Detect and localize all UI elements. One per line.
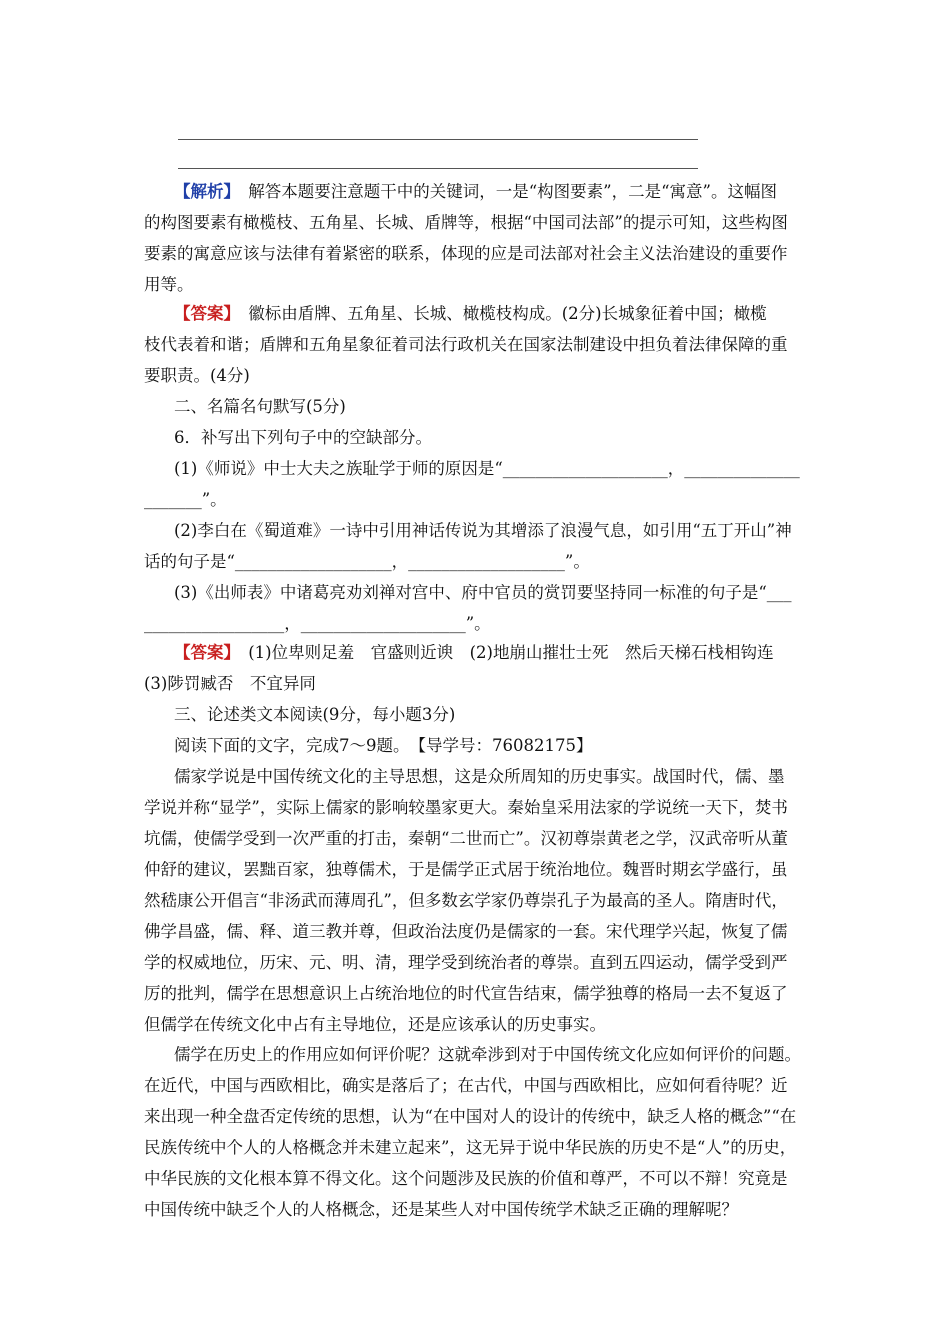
section-heading: 三、论述类文本阅读(9分，每小题3分): [174, 705, 456, 724]
passage-paragraph-1: 儒家学说是中国传统文化的主导思想，这是众所周知的历史事实。战国时代，儒、墨 学说并称“显学”，实际上儒家的影响较墨家更大。秦始皇采用法家的学说统一天下，焚书 坑儒，使儒学受到一次严重的打击，秦朝“二世而亡”。汉初尊崇黄老之学，汉武帝听从董 仲舒的建议，罢黜百家，独尊儒术，于是儒学正式居于统治地位。魏晋时期玄学盛行，虽 然嵇康公开倡言“非汤武而薄周孔”，但多数玄学家仍尊崇孔子为最高的圣人。隋唐时代， 佛学昌盛，儒、释、道三教并尊，但政治法度仍是儒家的一套。宋代理学兴起，恢复了儒 学的权威地位，历宋、元、明、清，理学受到统治者的尊崇。直到五四运动，儒学受到严 厉的批判，儒学在思想意识上占统治地位的时代宣告结束，儒学独尊的格局一去不复返了 但儒学在传统文化中占有主导地位，还是应该承认的历史事实。: [144, 767, 788, 1034]
answer-line-1: [178, 139, 698, 140]
analysis-block: 【解析】 解答本题要注意题干中的关键词，一是“构图要素”，二是“寓意”。这幅图 的构图要素有橄榄枝、五角星、长城、盾牌等，根据“中国司法部”的提示可知，这些构图 要素的寓意应该与法律有着紧密的联系，体现的应是司法部对社会主义法治建设的重要作 用等。: [144, 182, 788, 294]
section-two: 二、名篇名句默写(5分) 6．补写出下列句子中的空缺部分。 (1)《师说》中士大夫之族耻学于师的原因是“____________________，______________ _______”。 (2)李白在《蜀道难》一诗中引用神话传说为其增添了浪漫气息，如引用“五丁开山”神 话的句子是“___________________，___________________”。 (3)《出师表》中诸葛亮劝刘禅对宫中、府中官员的赏罚要坚持同一标准的句子是“___ _________________，____________________”。: [144, 391, 810, 639]
section-three: [144, 699, 810, 761]
answer-line-2: [178, 168, 698, 169]
answer-block-2: 【答案】 (1)位卑则足羞 官盛则近谀 (2)地崩山摧壮士死 然后天梯石栈相钩连 (3)陟罚臧否 不宜异同: [144, 643, 774, 693]
answer-tag: 【答案】: [174, 304, 232, 323]
analysis-tag: 【解析】: [174, 182, 232, 201]
answer-block-1: 【答案】 徽标由盾牌、五角星、长城、橄榄枝构成。(2分)长城象征着中国；橄榄 枝代表着和谐；盾牌和五角星象征着司法行政机关在国家法制建设中担负着法律保障的重 要职责。(4分): [144, 304, 788, 385]
question-6-title: 6．补写出下列句子中的空缺部分。: [174, 428, 432, 447]
answer-tag: 【答案】: [174, 643, 232, 662]
passage-paragraph-2: 儒学在历史上的作用应如何评价呢？这就牵涉到对于中国传统文化应如何评价的问题。 在近代，中国与西欧相比，确实是落后了；在古代，中国与西欧相比，应如何看待呢？近 来出现一种全盘否定传统的思想，认为“在中国对人的设计的传统中，缺乏人格的概念”“在 民族传统中个人的人格概念并未建立起来”，这无异于说中华民族的历史不是“人”的历史， 中华民族的文化根本算不得文化。这个问题涉及民族的价值和尊严，不可以不辩！究竟是 中国传统中缺乏个人的人格概念，还是某些人对中国传统学术缺乏正确的理解呢？: [144, 1045, 801, 1219]
reading-instruction: 阅读下面的文字，完成7～9题。 【导学号：76082175】: [174, 736, 593, 755]
section-heading: 二、名篇名句默写(5分): [174, 397, 346, 416]
